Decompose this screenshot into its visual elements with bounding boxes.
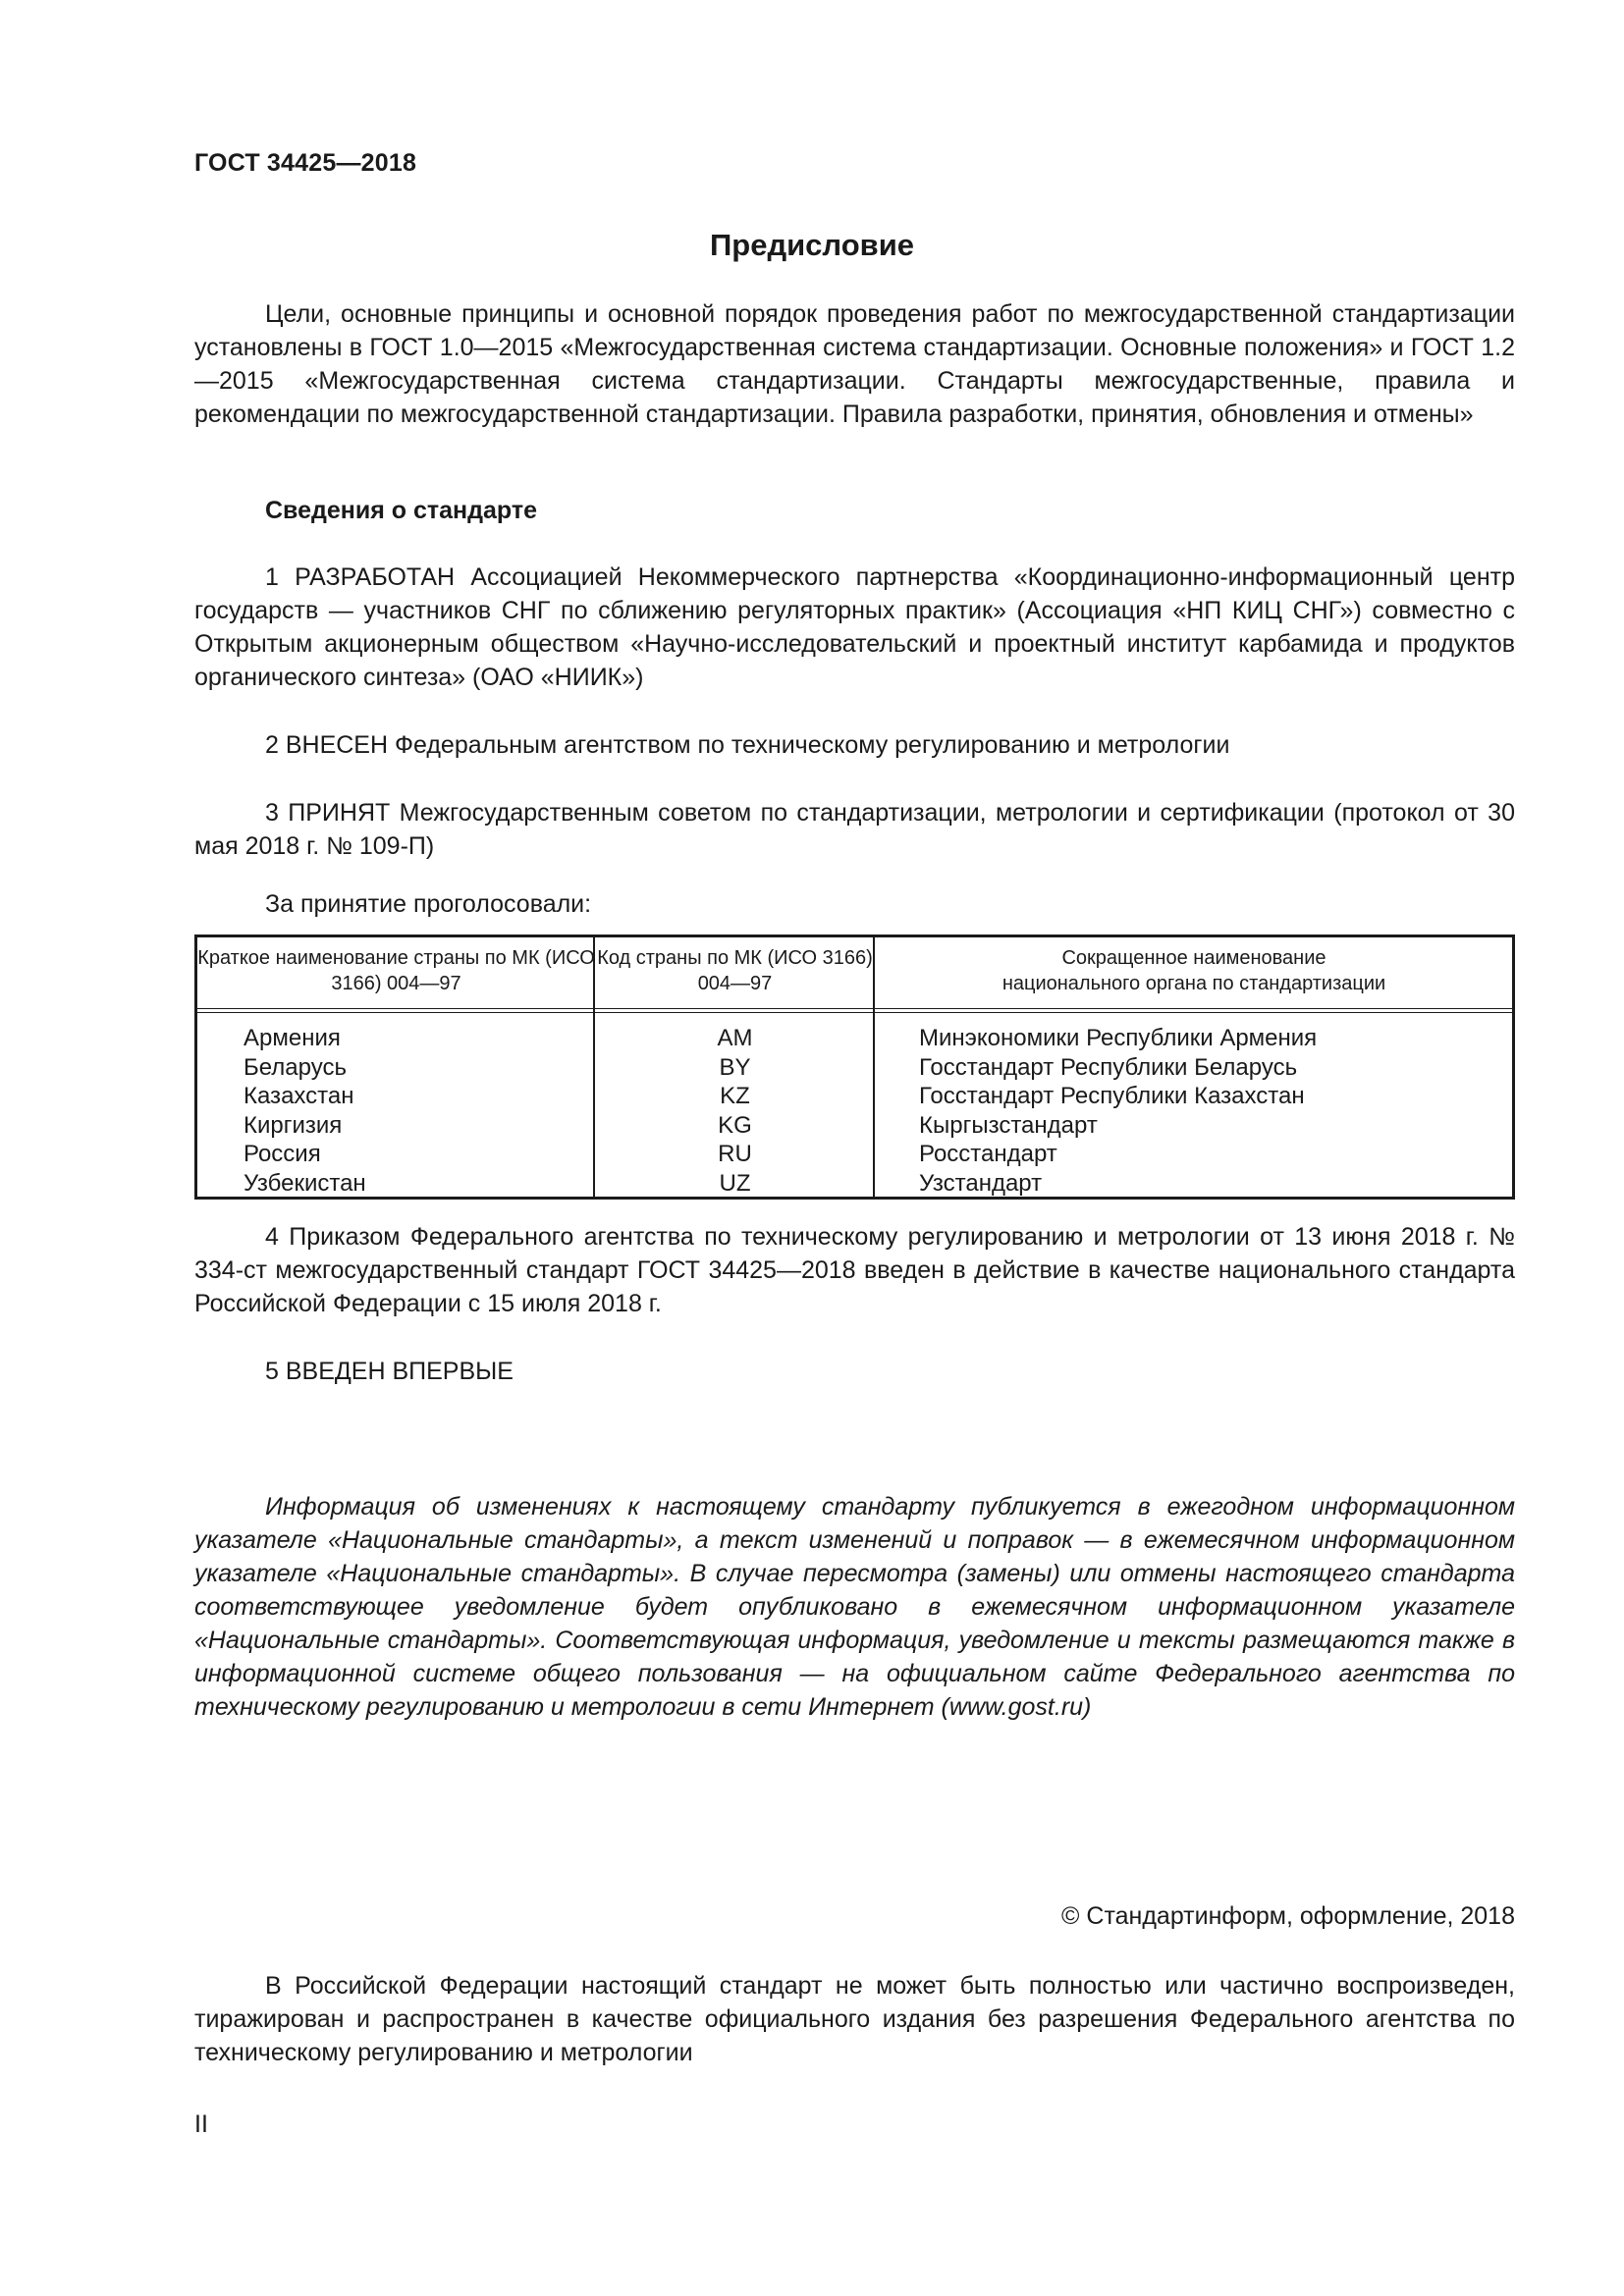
table-cell: KG [718, 1111, 752, 1139]
table-cell: Армения [244, 1025, 341, 1051]
table-cell: Госстандарт Республики Беларусь [919, 1053, 1298, 1081]
intro-paragraph: Цели, основные принципы и основной порядок проведения работ по межгосударственной стандартизации установлены в ГОСТ 1.0—2015 «Межгосударственная система стандартизации. Основные положения» и ГОСТ 1.2—2015 «Межгосударственная система стандартизации. Стандарты межгосударственные, правила и рекомендации по межгосударственной стандартизации. Правила разработки, принятия, обновления и отмены» [194, 300, 1515, 428]
table-cell: Госстандарт Республики Казахстан [919, 1083, 1305, 1110]
standard-code: ГОСТ 34425—2018 [194, 149, 417, 177]
table-cell: AM [717, 1025, 753, 1051]
table-header [197, 937, 1512, 1009]
rights-paragraph: В Российской Федерации настоящий стандарт не может быть полностью или частично воспроизведен, тиражирован и распространен в качестве официального издания без разрешения Федерального агентства по техническому регулированию и метрологии [194, 1972, 1515, 2066]
table-cell: BY [719, 1053, 751, 1081]
page-title: Предисловие [709, 228, 914, 262]
section-heading: Сведения о стандарте [265, 497, 538, 524]
table-column-code [595, 1024, 875, 1199]
table-cell: KZ [720, 1083, 750, 1110]
copyright-line: © Стандартинформ, оформление, 2018 [1061, 1902, 1515, 1930]
table-cell: Узбекистан [244, 1169, 366, 1197]
table-cell: UZ [719, 1169, 751, 1197]
table-cell: Киргизия [244, 1111, 343, 1139]
table-header-country: Краткое наименование страны по МК (ИСО 3166) 004—97 [197, 947, 595, 994]
table-cell: Беларусь [244, 1053, 347, 1081]
item-introduced: 2 ВНЕСЕН Федеральным агентством по техническому регулированию и метрологии [265, 731, 1230, 759]
table-header-body: Сокращенное наименование национального органа по стандартизации [1001, 947, 1386, 994]
table-header-code: Код страны по МК (ИСО 3166) 004—97 [597, 947, 873, 994]
table-cell: RU [718, 1141, 752, 1168]
table-column-body [919, 1024, 1317, 1199]
table-cell: Россия [244, 1141, 321, 1168]
table-cell: Кыргызстандарт [919, 1111, 1098, 1139]
table-cell: Узстандарт [919, 1169, 1043, 1197]
notice-paragraph: Информация об изменениях к настоящему стандарту публикуется в ежегодном информационном указателе «Национальные стандарты», а текст изменений и поправок — в ежемесячном информационном указателе «Национальные стандарты». В случае пересмотра (замены) или отмены настоящего стандарта соответствующее уведомление будет опубликовано в ежемесячном информационном указателе «Национальные стандарты». Соответствующая информация, уведомление и тексты размещаются также в информационной системе общего пользования — на официальном сайте Федерального агентства по техническому регулированию и метрологии в сети Интернет (www.gost.ru) [194, 1493, 1515, 1721]
item-adopted: 3 ПРИНЯТ Межгосударственным советом по стандартизации, метрологии и сертификации (протокол от 30 мая 2018 г. № 109-П) [194, 799, 1515, 860]
table-cell: Минэкономики Республики Армения [919, 1025, 1318, 1051]
item-order: 4 Приказом Федерального агентства по техническому регулированию и метрологии от 13 июня 2018 г. № 334-ст межгосударственный стандарт ГОСТ 34425—2018 введен в действие в качестве национального стандарта Российской Федерации с 15 июля 2018 г. [194, 1223, 1515, 1317]
voted-label: За принятие проголосовали: [265, 890, 592, 918]
table-column-country [244, 1024, 366, 1199]
item-developed: 1 РАЗРАБОТАН Ассоциацией Некоммерческого партнерства «Координационно-информационный центр государств — участников СНГ по сближению регуляторных практик» (Ассоциация «НП КИЦ СНГ») совместно с Открытым акционерным обществом «Научно-исследовательский и проектный институт карбамида и продуктов органического синтеза» (ОАО «НИИК») [194, 563, 1515, 691]
table-cell: Казахстан [244, 1083, 354, 1110]
item-first-time: 5 ВВЕДЕН ВПЕРВЫЕ [265, 1358, 514, 1385]
voting-table [194, 934, 1515, 1200]
table-cell: Росстандарт [919, 1141, 1057, 1168]
page-number: II [194, 2110, 208, 2138]
table-header-divider [197, 1012, 1512, 1013]
